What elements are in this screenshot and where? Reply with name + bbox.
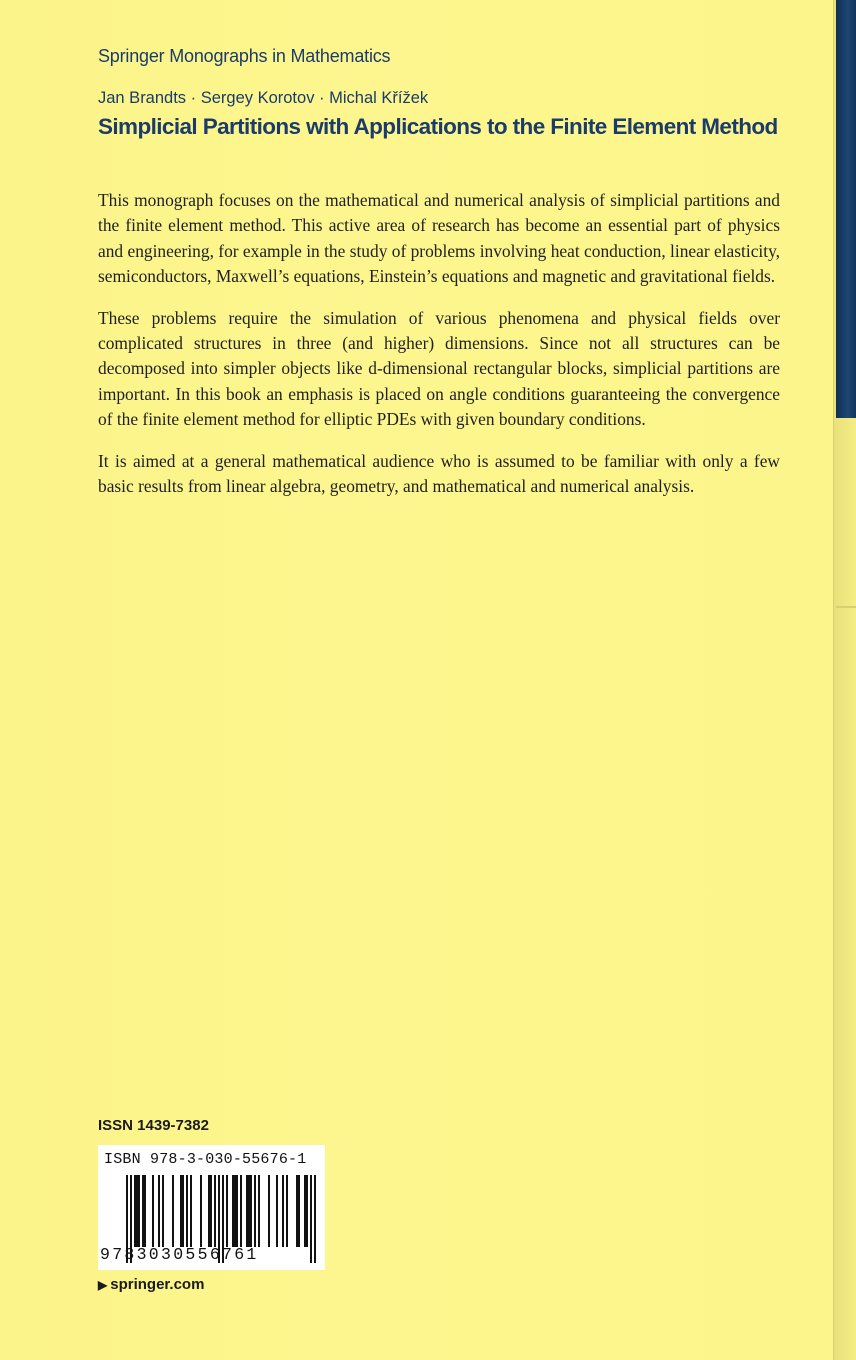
- barcode-bar: [208, 1175, 210, 1247]
- spine-divider: [836, 606, 856, 608]
- barcode-bar: [240, 1175, 242, 1247]
- barcode-bar: [172, 1175, 174, 1247]
- barcode-bar: [162, 1175, 164, 1247]
- barcode-bar: [286, 1175, 288, 1247]
- barcode-bar: [190, 1175, 192, 1247]
- barcode-bar: [226, 1175, 228, 1247]
- barcode-bar: [248, 1175, 250, 1247]
- blurb-paragraph-1: This monograph focuses on the mathematical and numerical analysis of simplicial partitions and the finite element method. This active area of research has become an essential part of physics and engineering, for example in the study of problems involving heat conduction, linear elasticity, semiconductors, Maxwell’s equations, Einstein’s equations and magnetic and gravitational fields.: [98, 190, 780, 287]
- blurb-paragraph-2: These problems require the simulation of various phenomena and physical fields over complicated structures in three (and higher) dimensions. Since not all structures can be decomposed into simpler objects like d-dimensional rectangular blocks, simplicial partitions are important. In this book an emphasis is placed on angle conditions guaranteeing the convergence of the finite element method for elliptic PDEs with given boundary conditions.: [98, 307, 780, 430]
- barcode-bar: [250, 1175, 252, 1247]
- barcode-bar: [180, 1175, 182, 1247]
- barcode-bar: [144, 1175, 146, 1247]
- barcode-bar: [232, 1175, 234, 1247]
- barcode-bar: [254, 1175, 256, 1247]
- barcode-bar: [276, 1175, 278, 1247]
- website-label: springer.com: [110, 1276, 205, 1293]
- barcode-bar: [138, 1175, 140, 1247]
- barcode-bar: [152, 1175, 154, 1247]
- barcode-bar: [246, 1175, 248, 1247]
- barcode-bar: [298, 1175, 300, 1247]
- authors: Jan Brandts · Sergey Korotov · Michal Křížek: [98, 89, 429, 107]
- barcode-bar: [214, 1175, 216, 1247]
- barcode-bar: [314, 1175, 316, 1263]
- blurb: [98, 188, 780, 515]
- book-title: Simplicial Partitions with Applications to the Finite Element Method: [98, 114, 778, 139]
- arrow-right-icon: ▶: [98, 1278, 108, 1292]
- website-link[interactable]: [98, 1276, 204, 1293]
- barcode-bar: [158, 1175, 160, 1247]
- barcode-bar: [236, 1175, 238, 1247]
- barcode-bar: [210, 1175, 212, 1247]
- barcode-bar: [310, 1175, 312, 1263]
- issn: ISSN 1439-7382: [98, 1117, 209, 1134]
- barcode-bar: [234, 1175, 236, 1247]
- blurb-paragraph-3: It is aimed at a general mathematical audience who is assumed to be familiar with only a few basic results from linear algebra, geometry, and mathematical and numerical analysis.: [98, 450, 780, 497]
- barcode-bar: [186, 1175, 188, 1247]
- barcode: [98, 1145, 325, 1270]
- barcode-bar: [304, 1175, 306, 1247]
- isbn-label: ISBN 978-3-030-55676-1: [104, 1151, 307, 1168]
- spine-edge: [833, 0, 856, 1360]
- barcode-bar: [142, 1175, 144, 1247]
- barcode-bar: [258, 1175, 260, 1247]
- spine-band: [836, 0, 856, 418]
- barcode-bar: [296, 1175, 298, 1247]
- barcode-bar: [134, 1175, 136, 1247]
- barcode-bar: [200, 1175, 202, 1247]
- barcode-bar: [306, 1175, 308, 1247]
- barcode-bar: [282, 1175, 284, 1247]
- ean-digits: 9783030556761: [100, 1245, 259, 1264]
- barcode-bar: [182, 1175, 184, 1247]
- barcode-bar: [136, 1175, 138, 1247]
- barcode-bar: [268, 1175, 270, 1247]
- series-name: Springer Monographs in Mathematics: [98, 46, 391, 66]
